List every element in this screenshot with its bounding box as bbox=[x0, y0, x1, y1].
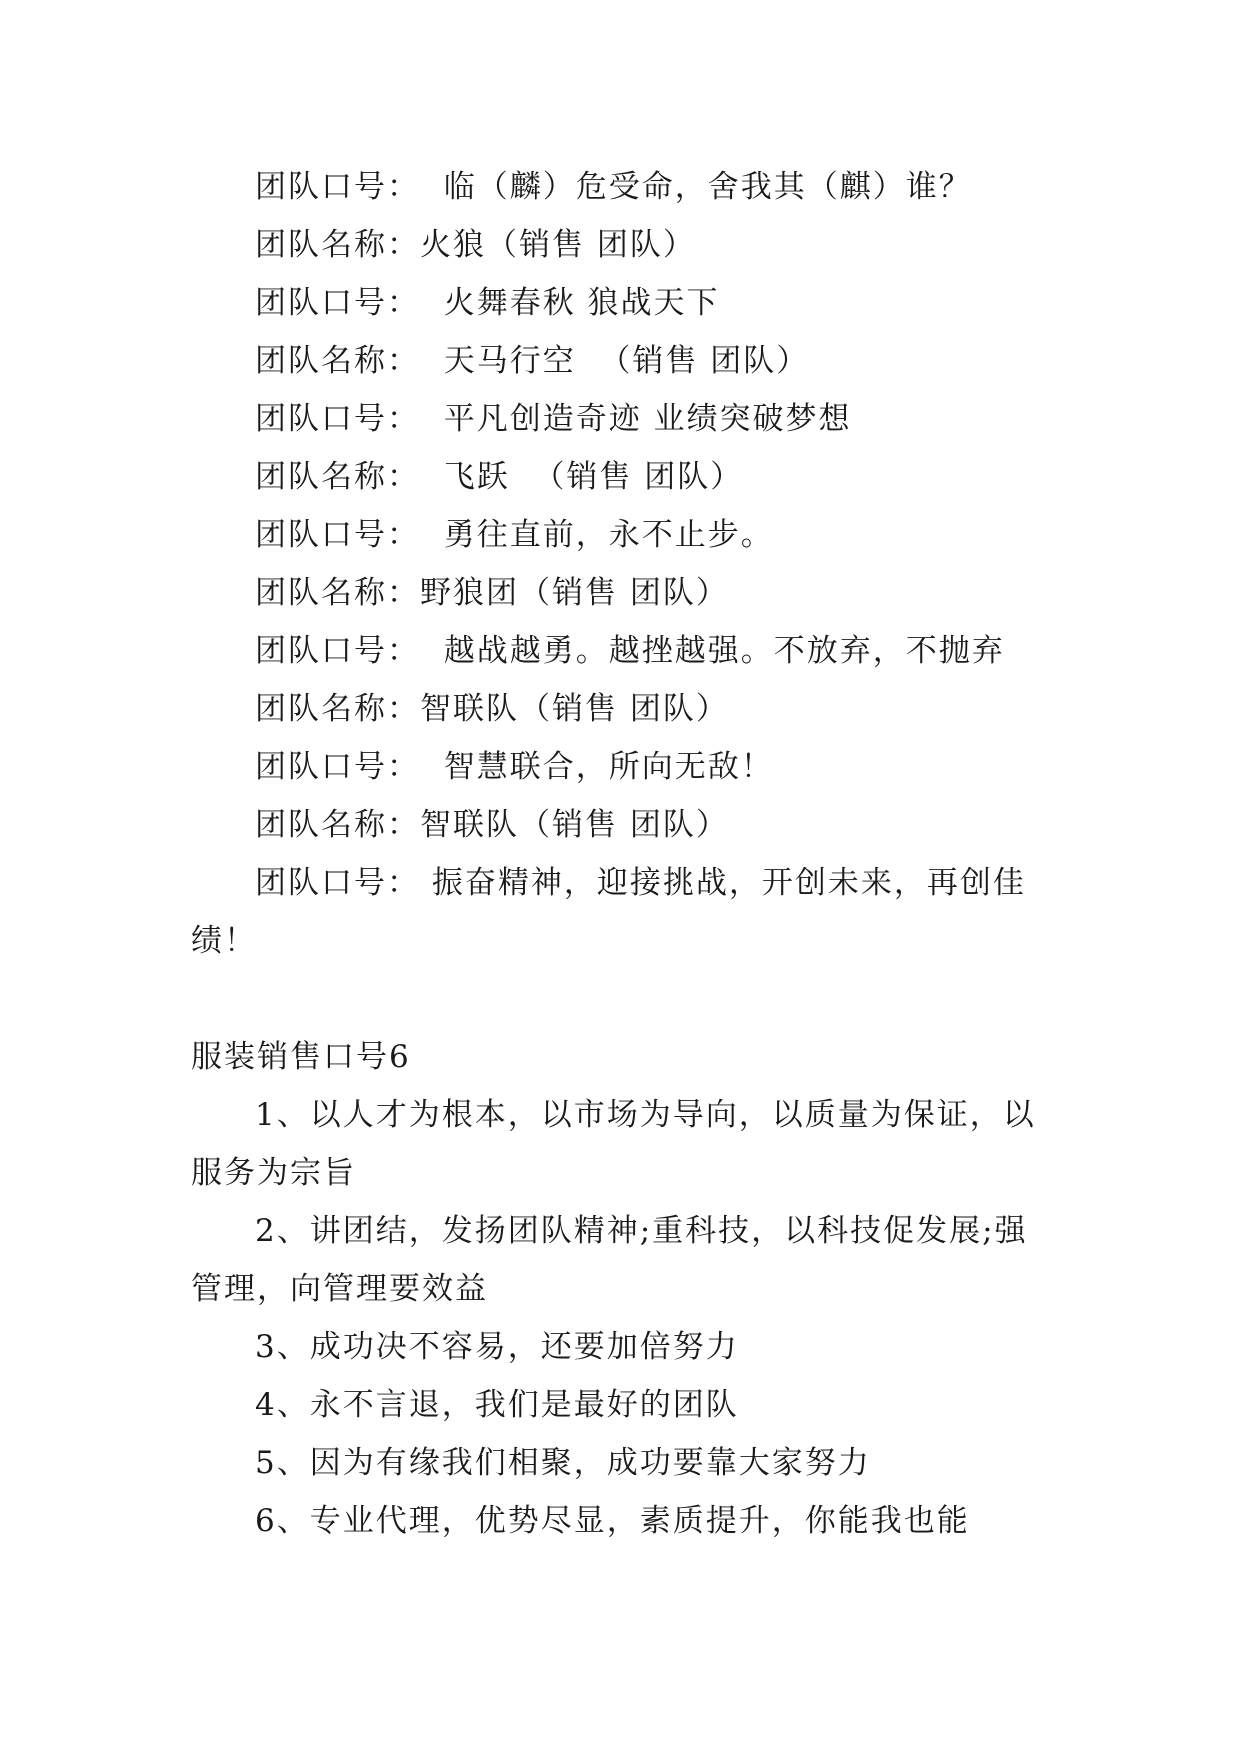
slogan-line: 团队口号： 智慧联合，所向无敌！ bbox=[255, 749, 774, 785]
list-item: 4、永不言退，我们是最好的团队 bbox=[255, 1387, 739, 1423]
team-name-line: 团队名称：野狼团（销售 团队） bbox=[255, 575, 729, 611]
team-name-line: 团队名称：智联队（销售 团队） bbox=[255, 807, 729, 843]
document-body bbox=[191, 158, 1051, 1550]
team-name-line: 团队名称：火狼（销售 团队） bbox=[255, 227, 696, 263]
slogan-line: 团队口号： 平凡创造奇迹 业绩突破梦想 bbox=[255, 401, 852, 437]
slogan-paragraph: 团队口号： 振奋精神，迎接挑战，开创未来，再创佳绩！ bbox=[191, 865, 1026, 959]
team-name-line: 团队名称：智联队（销售 团队） bbox=[255, 691, 729, 727]
list-item: 6、专业代理，优势尽显，素质提升，你能我也能 bbox=[255, 1503, 970, 1539]
slogan-line: 团队口号： 火舞春秋 狼战天下 bbox=[255, 285, 720, 321]
section-heading: 服装销售口号6 bbox=[191, 1039, 411, 1075]
list-item: 2、讲团结，发扬团队精神;重科技，以科技促发展;强管理，向管理要效益 bbox=[191, 1213, 1028, 1307]
team-name-line: 团队名称： 飞跃 （销售 团队） bbox=[255, 459, 744, 495]
team-name-line: 团队名称： 天马行空 （销售 团队） bbox=[255, 343, 810, 379]
list-item: 5、因为有缘我们相聚，成功要靠大家努力 bbox=[255, 1445, 871, 1481]
list-item: 1、以人才为根本，以市场为导向，以质量为保证，以服务为宗旨 bbox=[191, 1097, 1036, 1191]
slogan-line: 团队口号： 勇往直前，永不止步。 bbox=[255, 517, 774, 553]
list-item: 3、成功决不容易，还要加倍努力 bbox=[255, 1329, 739, 1365]
slogan-line: 团队口号： 越战越勇。越挫越强。不放弃，不抛弃 bbox=[255, 633, 1005, 669]
slogan-line: 团队口号： 临（麟）危受命，舍我其（麒）谁？ bbox=[255, 169, 972, 205]
